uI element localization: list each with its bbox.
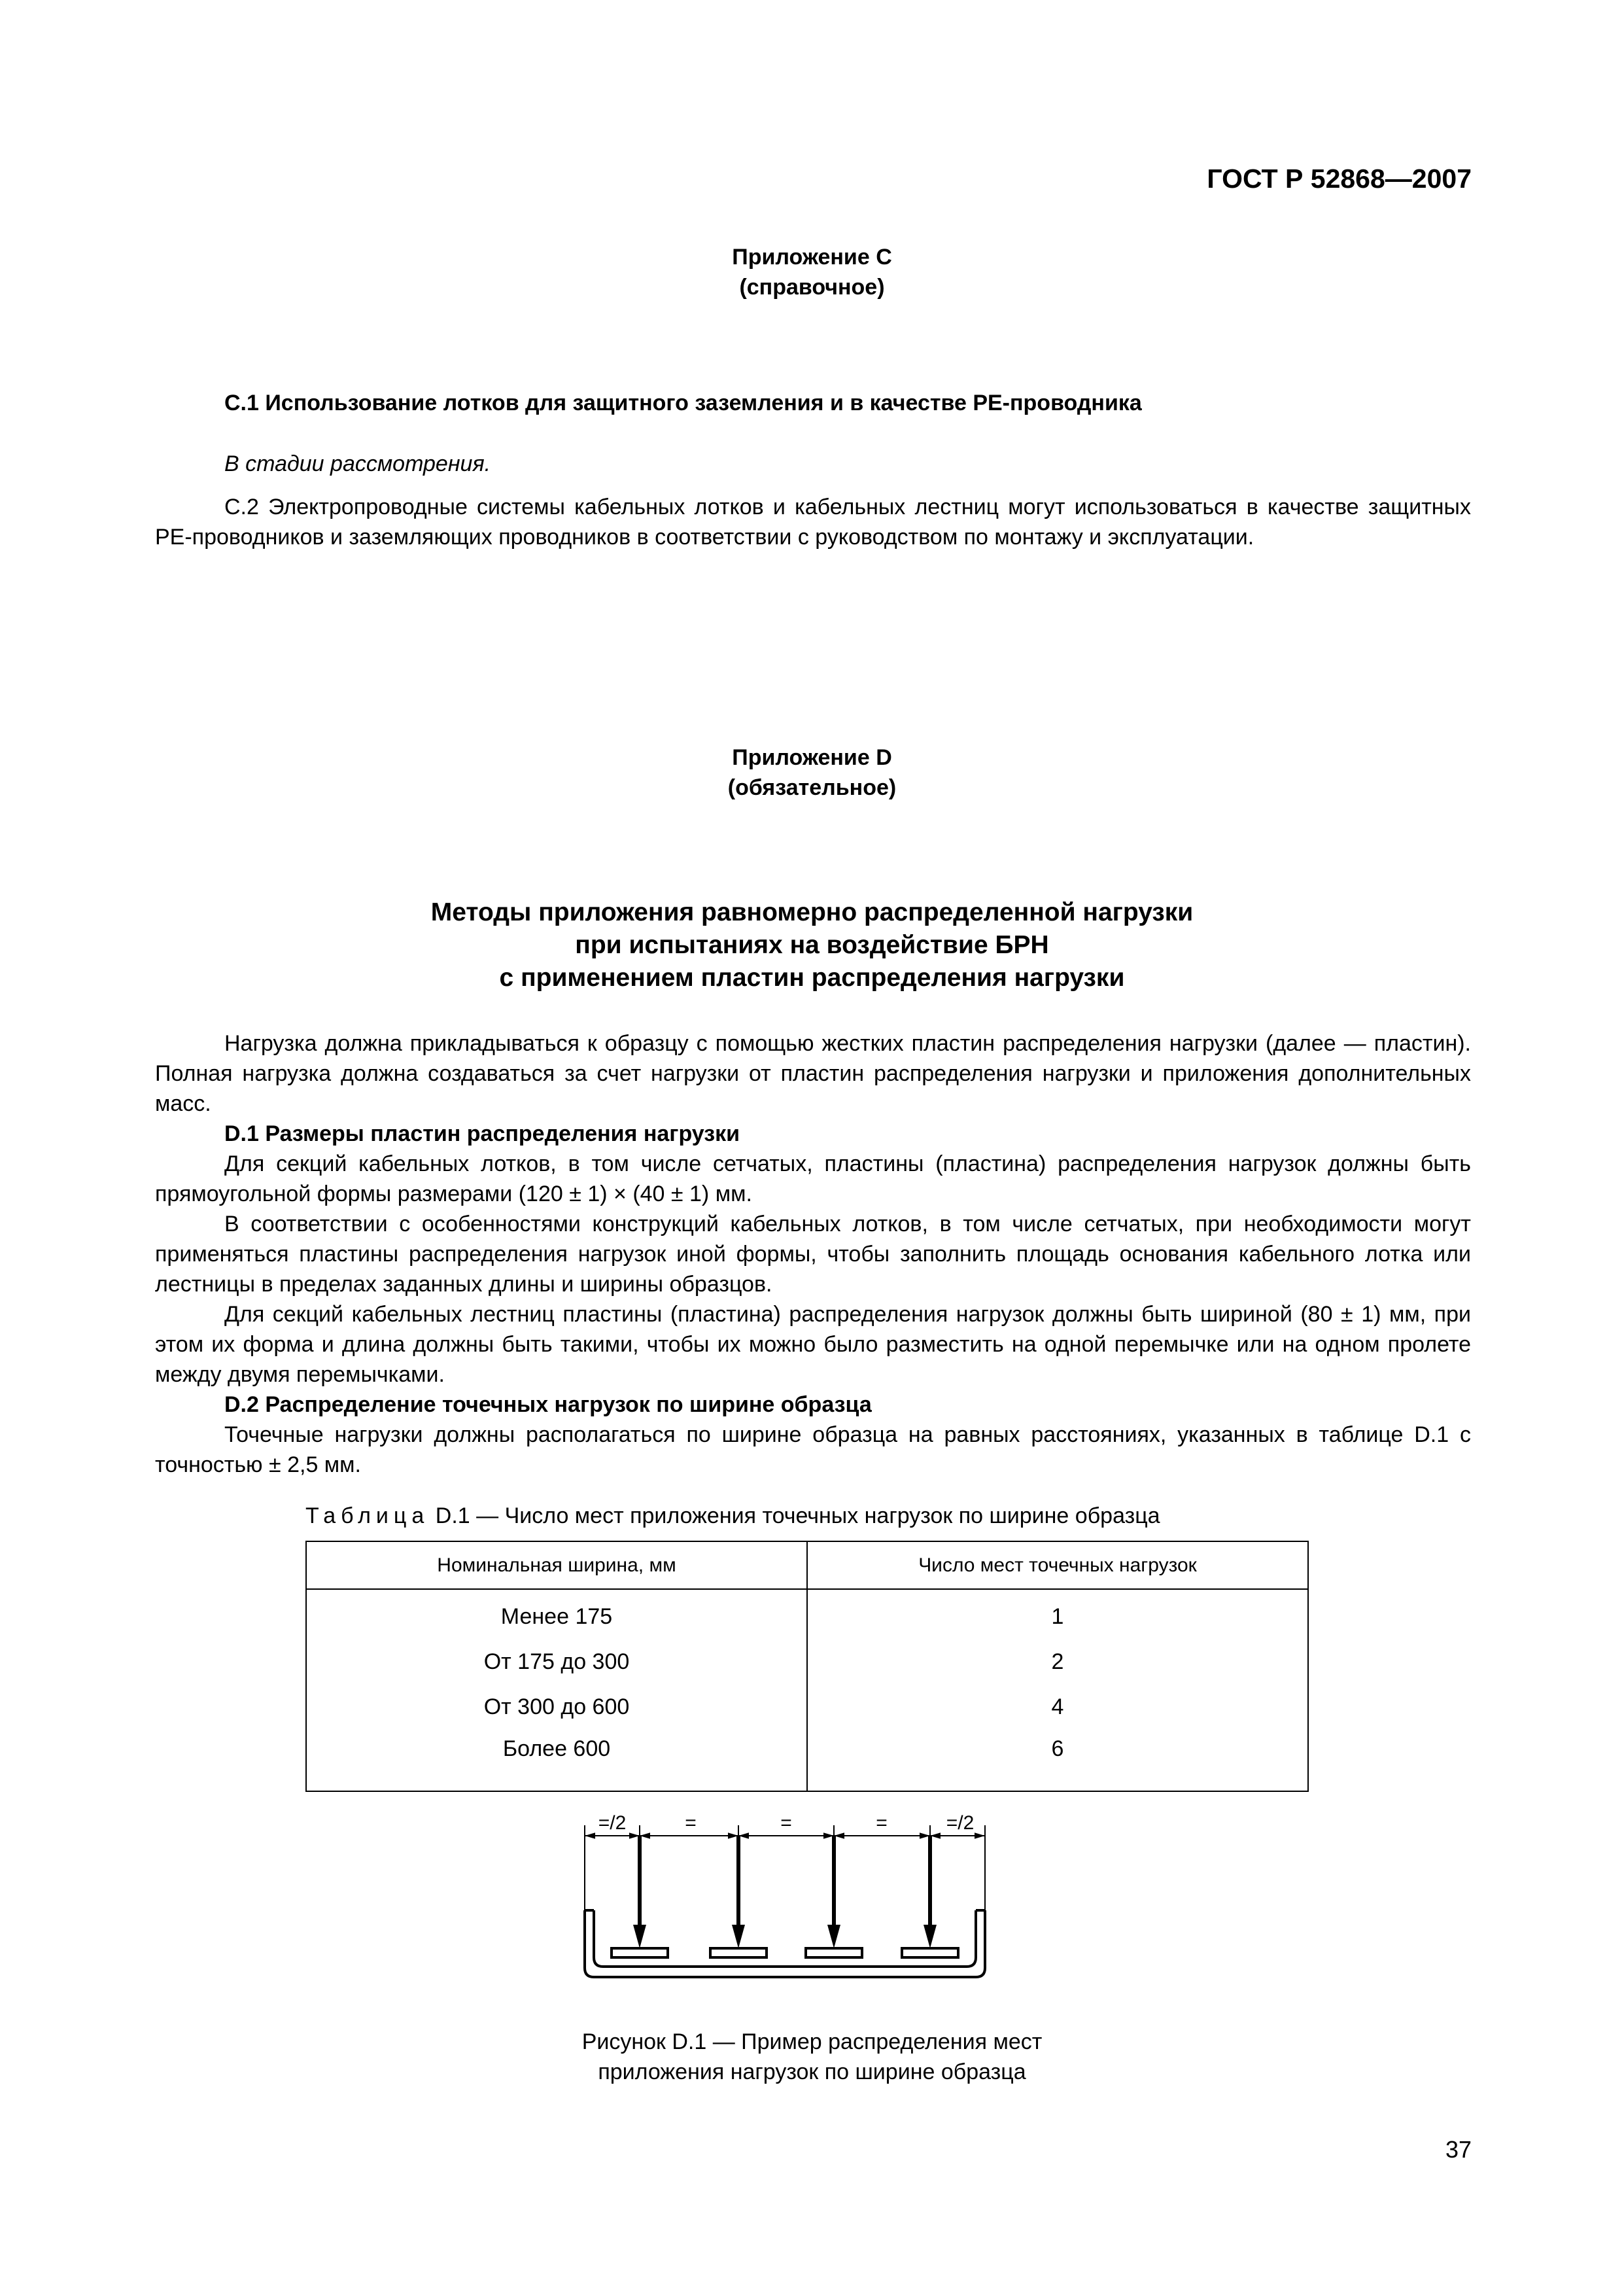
table-cell: От 300 до 600	[306, 1685, 807, 1730]
table-caption	[305, 1503, 1160, 1529]
load-points-table	[305, 1541, 1309, 1792]
section-c1-heading: С.1 Использование лотков для защитного заземления и в качестве РЕ-проводника	[224, 391, 1142, 415]
table-cell: 2	[807, 1639, 1308, 1685]
annex-c-title-block	[0, 242, 1624, 302]
table-header-width: Номинальная ширина, мм	[306, 1541, 807, 1589]
main-title-line-2: при испытаниях на воздействие БРН	[575, 931, 1049, 959]
dim-label-2: =	[780, 1812, 792, 1834]
table-cell: Более 600	[306, 1730, 807, 1791]
table-header-count: Число мест точечных нагрузок	[807, 1541, 1308, 1589]
table-row	[306, 1639, 1308, 1685]
standard-number: ГОСТ Р 52868—2007	[1207, 164, 1472, 194]
dim-label-half-left: =/2	[598, 1812, 627, 1834]
main-title-line-1: Методы приложения равномерно распределенной нагрузки	[430, 898, 1194, 926]
annex-c-status: (справочное)	[739, 275, 885, 300]
annex-c-title: Приложение С	[732, 245, 892, 270]
table-header-row	[306, 1541, 1308, 1589]
load-distribution-figure	[556, 1806, 1014, 1995]
table-row	[306, 1730, 1308, 1791]
dim-label-1: =	[685, 1812, 697, 1834]
dim-label-3: =	[876, 1812, 888, 1834]
d1-paragraph-2: В соответствии с особенностями конструкций кабельных лотков, в том числе сетчатых, при необходимости могут применяться пластины распределения нагрузок иной формы, чтобы заполнить площадь основания кабельного лотка или лестницы в пределах заданных длины и ширины образцов.	[155, 1212, 1471, 1297]
annex-d-status: (обязательное)	[727, 775, 897, 800]
table-cell: 4	[807, 1685, 1308, 1730]
table-row	[306, 1589, 1308, 1639]
table-cell: Менее 175	[306, 1589, 807, 1639]
annex-d-body	[155, 1028, 1471, 1480]
d2-paragraph-1: Точечные нагрузки должны располагаться по ширине образца на равных расстояниях, указанных в таблице D.1 с точностью ± 2,5 мм.	[155, 1422, 1471, 1477]
annex-d-main-title	[0, 896, 1624, 994]
table-caption-text: D.1 — Число мест приложения точечных нагрузок по ширине образца	[435, 1503, 1160, 1528]
extension-lines	[585, 1825, 985, 1910]
table-row	[306, 1685, 1308, 1730]
load-plates	[612, 1948, 958, 1957]
annex-d-title-block	[0, 743, 1624, 803]
table-cell: 6	[807, 1730, 1308, 1791]
intro-paragraph: Нагрузка должна прикладываться к образцу с помощью жестких пластин распределения нагрузки (далее — пластин). Полная нагрузка должна создаваться за счет нагрузки от пластин распределения нагрузки и приложения дополнительных масс.	[155, 1031, 1471, 1116]
section-c1-note: В стадии рассмотрения.	[224, 451, 491, 476]
load-arrows	[633, 1836, 937, 1948]
page-number: 37	[1445, 2136, 1472, 2163]
d1-heading: D.1 Размеры пластин распределения нагрузки	[224, 1121, 740, 1146]
d1-paragraph-3: Для секций кабельных лестниц пластины (пластина) распределения нагрузок должны быть шириной (80 ± 1) мм, при этом их форма и длина должны быть такими, чтобы их можно было разместить на одной перемычке или на одном пролете между двумя перемычками.	[155, 1302, 1471, 1387]
figure-caption	[0, 2027, 1624, 2087]
d2-heading: D.2 Распределение точечных нагрузок по ширине образца	[224, 1392, 872, 1417]
section-c2-text: С.2 Электропроводные системы кабельных лотков и кабельных лестниц могут использоваться в качестве защитных РЕ-проводников и заземляющих проводников в соответствии с руководством по монтажу и эксплуатации.	[155, 495, 1471, 550]
table-cell: От 175 до 300	[306, 1639, 807, 1685]
figure-caption-line-2: приложения нагрузок по ширине образца	[598, 2059, 1026, 2084]
cable-tray-section	[585, 1910, 985, 1977]
main-title-line-3: с применением пластин распределения нагрузки	[499, 964, 1125, 992]
annex-d-title: Приложение D	[732, 745, 892, 770]
dim-label-half-right: =/2	[946, 1812, 975, 1834]
table-cell: 1	[807, 1589, 1308, 1639]
d1-paragraph-1: Для секций кабельных лотков, в том числе сетчатых, пластины (пластина) распределения нагрузок должны быть прямоугольной формы размерами (120 ± 1) × (40 ± 1) мм.	[155, 1151, 1471, 1206]
figure-caption-line-1: Рисунок D.1 — Пример распределения мест	[581, 2029, 1043, 2054]
table-caption-label: Таблица	[305, 1503, 430, 1528]
